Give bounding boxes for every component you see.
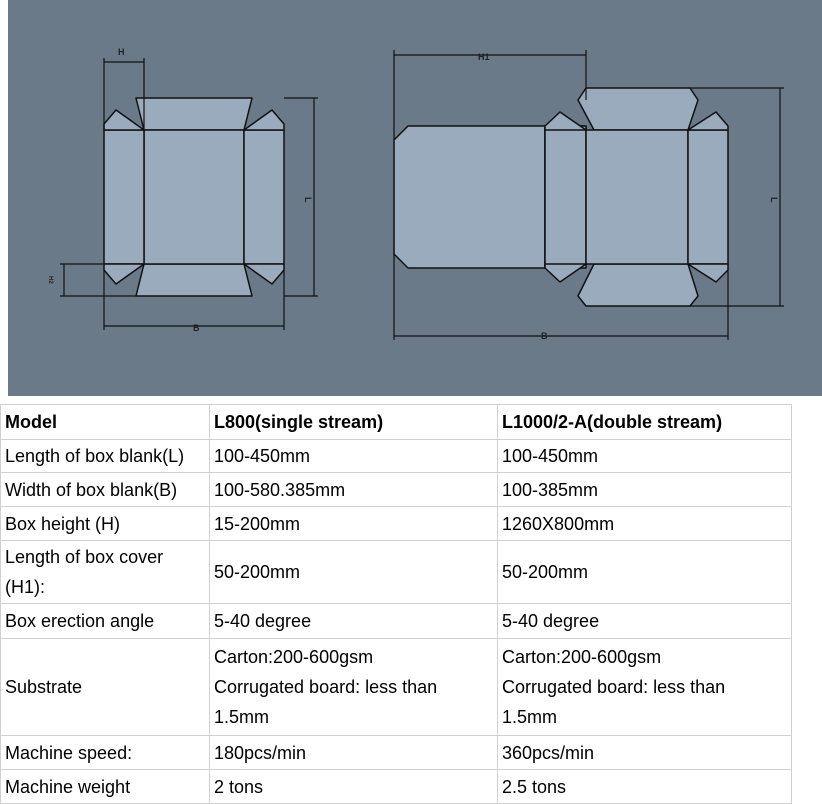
right-b-label: B bbox=[541, 331, 548, 341]
left-right-panel bbox=[244, 130, 284, 264]
spec-table bbox=[0, 404, 792, 804]
left-side-panel bbox=[104, 130, 144, 264]
left-h-label: H bbox=[118, 47, 125, 57]
right-base-panel bbox=[586, 130, 688, 264]
table-row bbox=[1, 736, 792, 770]
row-value-cell: 180pcs/min bbox=[210, 736, 498, 770]
header-l800: L800(single stream) bbox=[210, 405, 498, 440]
left-small-label: H2 bbox=[47, 276, 53, 284]
row-value-cell: 1260X800mm bbox=[498, 507, 792, 541]
multiline-text bbox=[502, 642, 791, 732]
left-l-label: L bbox=[303, 197, 313, 203]
right-narrow-panel-fill bbox=[545, 126, 586, 268]
spec-table-body bbox=[1, 405, 792, 804]
table-row bbox=[1, 639, 792, 736]
left-top-lid bbox=[136, 98, 252, 130]
left-box-blank bbox=[104, 98, 284, 296]
text-line: (H1): bbox=[5, 577, 45, 597]
row-label-cell: Machine speed: bbox=[1, 736, 210, 770]
multiline-text bbox=[5, 542, 209, 602]
header-model: Model bbox=[1, 405, 210, 440]
row-value-cell bbox=[210, 639, 498, 736]
text-line: Corrugated board: less than bbox=[214, 677, 438, 697]
box-blank-diagram bbox=[8, 0, 822, 396]
text-line: Carton:200-600gsm bbox=[214, 647, 374, 667]
row-label-cell: Width of box blank(B) bbox=[1, 473, 210, 507]
text-line: Length of box cover bbox=[5, 547, 164, 567]
right-side-panel bbox=[688, 130, 728, 264]
row-value-cell: 5-40 degree bbox=[498, 604, 792, 639]
right-cover-panel bbox=[394, 126, 545, 268]
row-value-cell: 100-385mm bbox=[498, 473, 792, 507]
right-top-lid bbox=[578, 88, 698, 130]
row-value-cell: 100-580.385mm bbox=[210, 473, 498, 507]
table-row bbox=[1, 507, 792, 541]
left-bottom-lid bbox=[136, 264, 252, 296]
table-row bbox=[1, 440, 792, 473]
row-value-cell bbox=[498, 639, 792, 736]
row-label-cell: Length of box blank(L) bbox=[1, 440, 210, 473]
right-l-label: L bbox=[769, 197, 779, 203]
row-value-cell: 50-200mm bbox=[498, 541, 792, 604]
row-value-cell: 2 tons bbox=[210, 770, 498, 804]
left-b-label: B bbox=[193, 323, 200, 333]
right-h1-label: H1 bbox=[478, 52, 490, 62]
row-label-cell: Substrate bbox=[1, 639, 210, 736]
table-row bbox=[1, 770, 792, 804]
header-l1000: L1000/2-A(double stream) bbox=[498, 405, 792, 440]
row-value-cell: 2.5 tons bbox=[498, 770, 792, 804]
row-value-cell: 100-450mm bbox=[498, 440, 792, 473]
table-row bbox=[1, 541, 792, 604]
left-base-panel bbox=[144, 130, 244, 264]
row-label-cell bbox=[1, 541, 210, 604]
row-value-cell: 5-40 degree bbox=[210, 604, 498, 639]
row-value-cell: 100-450mm bbox=[210, 440, 498, 473]
text-line: Carton:200-600gsm bbox=[502, 647, 662, 667]
row-value-cell: 360pcs/min bbox=[498, 736, 792, 770]
row-value-cell: 50-200mm bbox=[210, 541, 498, 604]
text-line: 1.5mm bbox=[502, 707, 558, 727]
text-line: 1.5mm bbox=[214, 707, 270, 727]
right-bottom-lid bbox=[578, 264, 698, 306]
row-label-cell: Box height (H) bbox=[1, 507, 210, 541]
row-value-cell: 15-200mm bbox=[210, 507, 498, 541]
table-row bbox=[1, 473, 792, 507]
row-label-cell: Machine weight bbox=[1, 770, 210, 804]
table-header-row bbox=[1, 405, 792, 440]
multiline-text bbox=[214, 642, 497, 732]
row-label-cell: Box erection angle bbox=[1, 604, 210, 639]
table-row bbox=[1, 604, 792, 639]
text-line: Corrugated board: less than bbox=[502, 677, 726, 697]
